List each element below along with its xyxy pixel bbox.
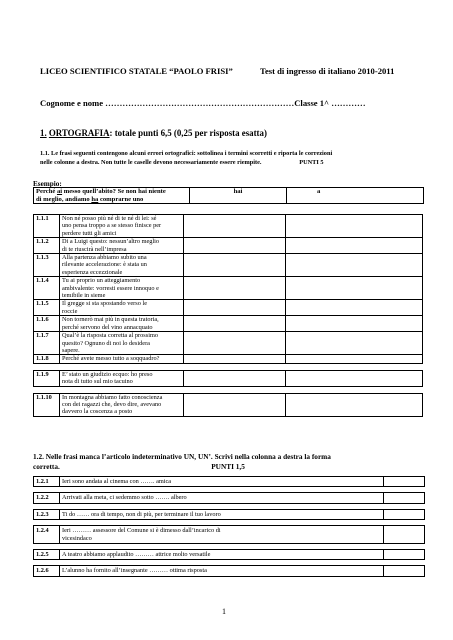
item-number: 1.2.1	[34, 477, 60, 487]
sentence-line: Ti do …… ora di tempo, non di più, per terminare il tuo lavoro	[62, 510, 221, 518]
sentence-line: ambivalente: vorresti essere innoquo e	[62, 284, 159, 292]
item-sentence	[60, 526, 384, 544]
item-number: 1.1.7	[34, 332, 60, 355]
correction-cell-1[interactable]	[184, 393, 286, 416]
example-label: Esempio:	[33, 180, 62, 188]
correction-cell-1[interactable]	[184, 238, 286, 254]
answer-cell[interactable]	[384, 493, 425, 503]
sentence-line: Ieri sono andata al cinema con ……. amica	[62, 478, 172, 485]
correction-cell-2[interactable]	[286, 316, 423, 332]
sentence-line: Il gregge si sta spostando verso le	[62, 300, 147, 308]
sentence-line: Alla partenza abbiamo subito una	[62, 254, 147, 262]
item-sentence	[60, 393, 184, 416]
correction-cell-1[interactable]	[184, 316, 286, 332]
item-number: 1.2.5	[34, 550, 60, 560]
sentence-line: di te riuscirà nell’impresa	[62, 245, 127, 253]
sentence-line: Arrivati alla meta, ci sedemmo sotto ……. albero	[62, 494, 187, 502]
table-row	[34, 509, 425, 519]
page-number: 1	[222, 607, 226, 616]
example-answer-1: hai	[190, 188, 287, 203]
item-number: 1.1.2	[34, 238, 60, 254]
item-number: 1.1.6	[34, 316, 60, 332]
correction-cell-1[interactable]	[184, 300, 286, 316]
answer-cell[interactable]	[384, 550, 425, 560]
sentence-line: nota di tutto sul mio tacuino	[62, 378, 133, 386]
sentence-line: Non né posso più né di te né di lei: sé	[62, 215, 157, 222]
table-row	[34, 526, 425, 544]
section1-instruction-line2: nelle colonne a destra. Non tutte le caselle devono necessariamente essere riempite. PUNTI 5	[40, 159, 324, 166]
item-sentence	[60, 550, 384, 560]
example-answer-2: a	[317, 188, 321, 195]
correction-cell-2[interactable]	[286, 238, 423, 254]
correction-cell-1[interactable]	[184, 370, 286, 386]
answer-cell[interactable]	[384, 526, 425, 544]
table-row	[34, 550, 425, 560]
header	[40, 66, 395, 76]
answer-cell[interactable]	[384, 566, 425, 576]
sentence-line: Tu ai proprio un atteggiamento	[62, 277, 141, 285]
orthography-table	[33, 214, 423, 417]
correction-cell-2[interactable]	[286, 254, 423, 277]
item-number: 1.2.4	[34, 526, 60, 544]
correction-cell-1[interactable]	[184, 332, 286, 355]
example-error-1: ai	[56, 188, 63, 195]
example-error-2: ha	[91, 196, 99, 203]
table-row	[34, 393, 423, 416]
item-number: 1.1.1	[34, 215, 60, 238]
sentence-line: In montagna abbiamo fatto conoscienza	[62, 393, 163, 401]
section1-score: : totale punti 6,5 (0,25 per risposta esatta)	[109, 128, 267, 138]
item-number: 1.1.8	[34, 355, 60, 363]
correction-cell-2[interactable]	[286, 332, 423, 355]
sentence-line: roccie	[62, 307, 78, 315]
item-number: 1.1.3	[34, 254, 60, 277]
section1-heading	[40, 128, 267, 138]
sentence-line: uno pensa troppo a se stesso finisce per	[62, 222, 162, 230]
item-sentence	[60, 238, 184, 254]
row-spacer	[34, 363, 423, 370]
correction-cell-2[interactable]	[286, 300, 423, 316]
section2-instruction-line1: 1.2. Nelle frasi manca l’articolo indeterminativo UN, UN’. Scrivi nella colonna a destra la forma	[33, 452, 331, 461]
correction-cell-2[interactable]	[286, 355, 423, 363]
sentence-line: E’ stato un giudizio ecquo: ho preso	[62, 370, 153, 378]
correction-cell-2[interactable]	[286, 393, 423, 416]
table-row	[34, 254, 423, 277]
sentence-line: davvero la coscenza a posto	[62, 408, 133, 416]
item-number: 1.2.3	[34, 509, 60, 519]
correction-cell-1[interactable]	[184, 277, 286, 300]
sentence-line: Ieri ……… assessore del Comune si è dimesso dall’incarico di	[62, 527, 221, 535]
table-row	[34, 332, 423, 355]
sentence-line: vicesindaco	[62, 534, 92, 542]
item-sentence	[60, 332, 184, 355]
answer-cell[interactable]	[384, 477, 425, 487]
table-row	[34, 493, 425, 503]
item-number: 1.1.5	[34, 300, 60, 316]
table-row	[34, 277, 423, 300]
sentence-line: A teatro abbiamo applaudito ……… attrice molto versatile	[62, 551, 211, 559]
sentence-line: con dei ragazzi che, devo dire, avevano	[62, 400, 162, 408]
article-table	[33, 476, 425, 577]
item-sentence	[60, 215, 184, 238]
sentence-line: Qual’è la risposta corretta al prossimo	[62, 332, 158, 340]
section1-instruction-line1: 1.1. Le frasi seguenti contengono alcuni errori ortografici: sottolinea i termini scorretti e riporta le correzioni	[40, 150, 333, 157]
item-sentence	[60, 355, 184, 363]
item-sentence	[60, 566, 384, 576]
table-row	[34, 215, 423, 238]
correction-cell-2[interactable]	[286, 370, 423, 386]
table-row	[34, 370, 423, 386]
correction-cell-1[interactable]	[184, 355, 286, 363]
section1-title: ORTOGRAFIA	[48, 128, 110, 138]
sentence-line: esperienza eccezzionale	[62, 268, 123, 276]
sentence-line: temibile in sieme	[62, 292, 106, 300]
item-sentence	[60, 277, 184, 300]
example-box	[33, 187, 424, 204]
item-sentence	[60, 300, 184, 316]
item-sentence	[60, 477, 384, 487]
item-sentence	[60, 370, 184, 386]
sentence-line: Perché avete messo tutto a soqquadro?	[62, 355, 160, 363]
school-name: LICEO SCIENTIFICO STATALE “PAOLO FRISI”	[40, 66, 233, 76]
example-sentence: Perché ai messo quell’abito? Se non hai niente di meglio, andiamo ha comprarne uno	[34, 188, 190, 203]
item-number: 1.1.4	[34, 277, 60, 300]
test-title: Test di ingresso di italiano 2010-2011	[260, 66, 395, 76]
table-row	[34, 300, 423, 316]
correction-cell-1[interactable]	[184, 215, 286, 238]
section2-instruction-line2: corretta. PUNTI 1,5	[33, 462, 245, 471]
sentence-line: quesito? Ognuno di noi lo desidera	[62, 339, 150, 347]
sentence-line: perdere tutti gli amici	[62, 229, 117, 237]
correction-cell-1[interactable]	[184, 254, 286, 277]
correction-cell-2[interactable]	[286, 277, 423, 300]
name-class-line: Cognome e nome …………………………………………………………Classe 1^ …………	[40, 98, 366, 108]
answer-cell[interactable]	[384, 509, 425, 519]
sentence-line: sapere.	[62, 346, 80, 354]
item-sentence	[60, 254, 184, 277]
item-number: 1.1.9	[34, 370, 60, 386]
row-spacer	[34, 386, 423, 393]
sentence-line: perché servono del vino annacquato	[62, 323, 153, 331]
item-sentence	[60, 316, 184, 332]
table-row	[34, 238, 423, 254]
item-number: 1.2.2	[34, 493, 60, 503]
item-sentence	[60, 493, 384, 503]
item-number: 1.2.6	[34, 566, 60, 576]
sentence-line: Non tornerò mai più in questa tratoria,	[62, 316, 159, 324]
table-row	[34, 477, 425, 487]
sentence-line: rilevante accelerazione: è stata un	[62, 261, 147, 269]
sentence-line: Di a Luigi questo: nessun’altro meglio	[62, 238, 160, 246]
table-row	[34, 355, 423, 363]
item-number: 1.1.10	[34, 393, 60, 416]
table-row	[34, 566, 425, 576]
section1-number: 1.	[40, 128, 47, 138]
table-row	[34, 316, 423, 332]
item-sentence	[60, 509, 384, 519]
sentence-line: L’alunno ha fornito all’insegnante ……… ottima risposta	[62, 567, 207, 575]
correction-cell-2[interactable]	[286, 215, 423, 238]
